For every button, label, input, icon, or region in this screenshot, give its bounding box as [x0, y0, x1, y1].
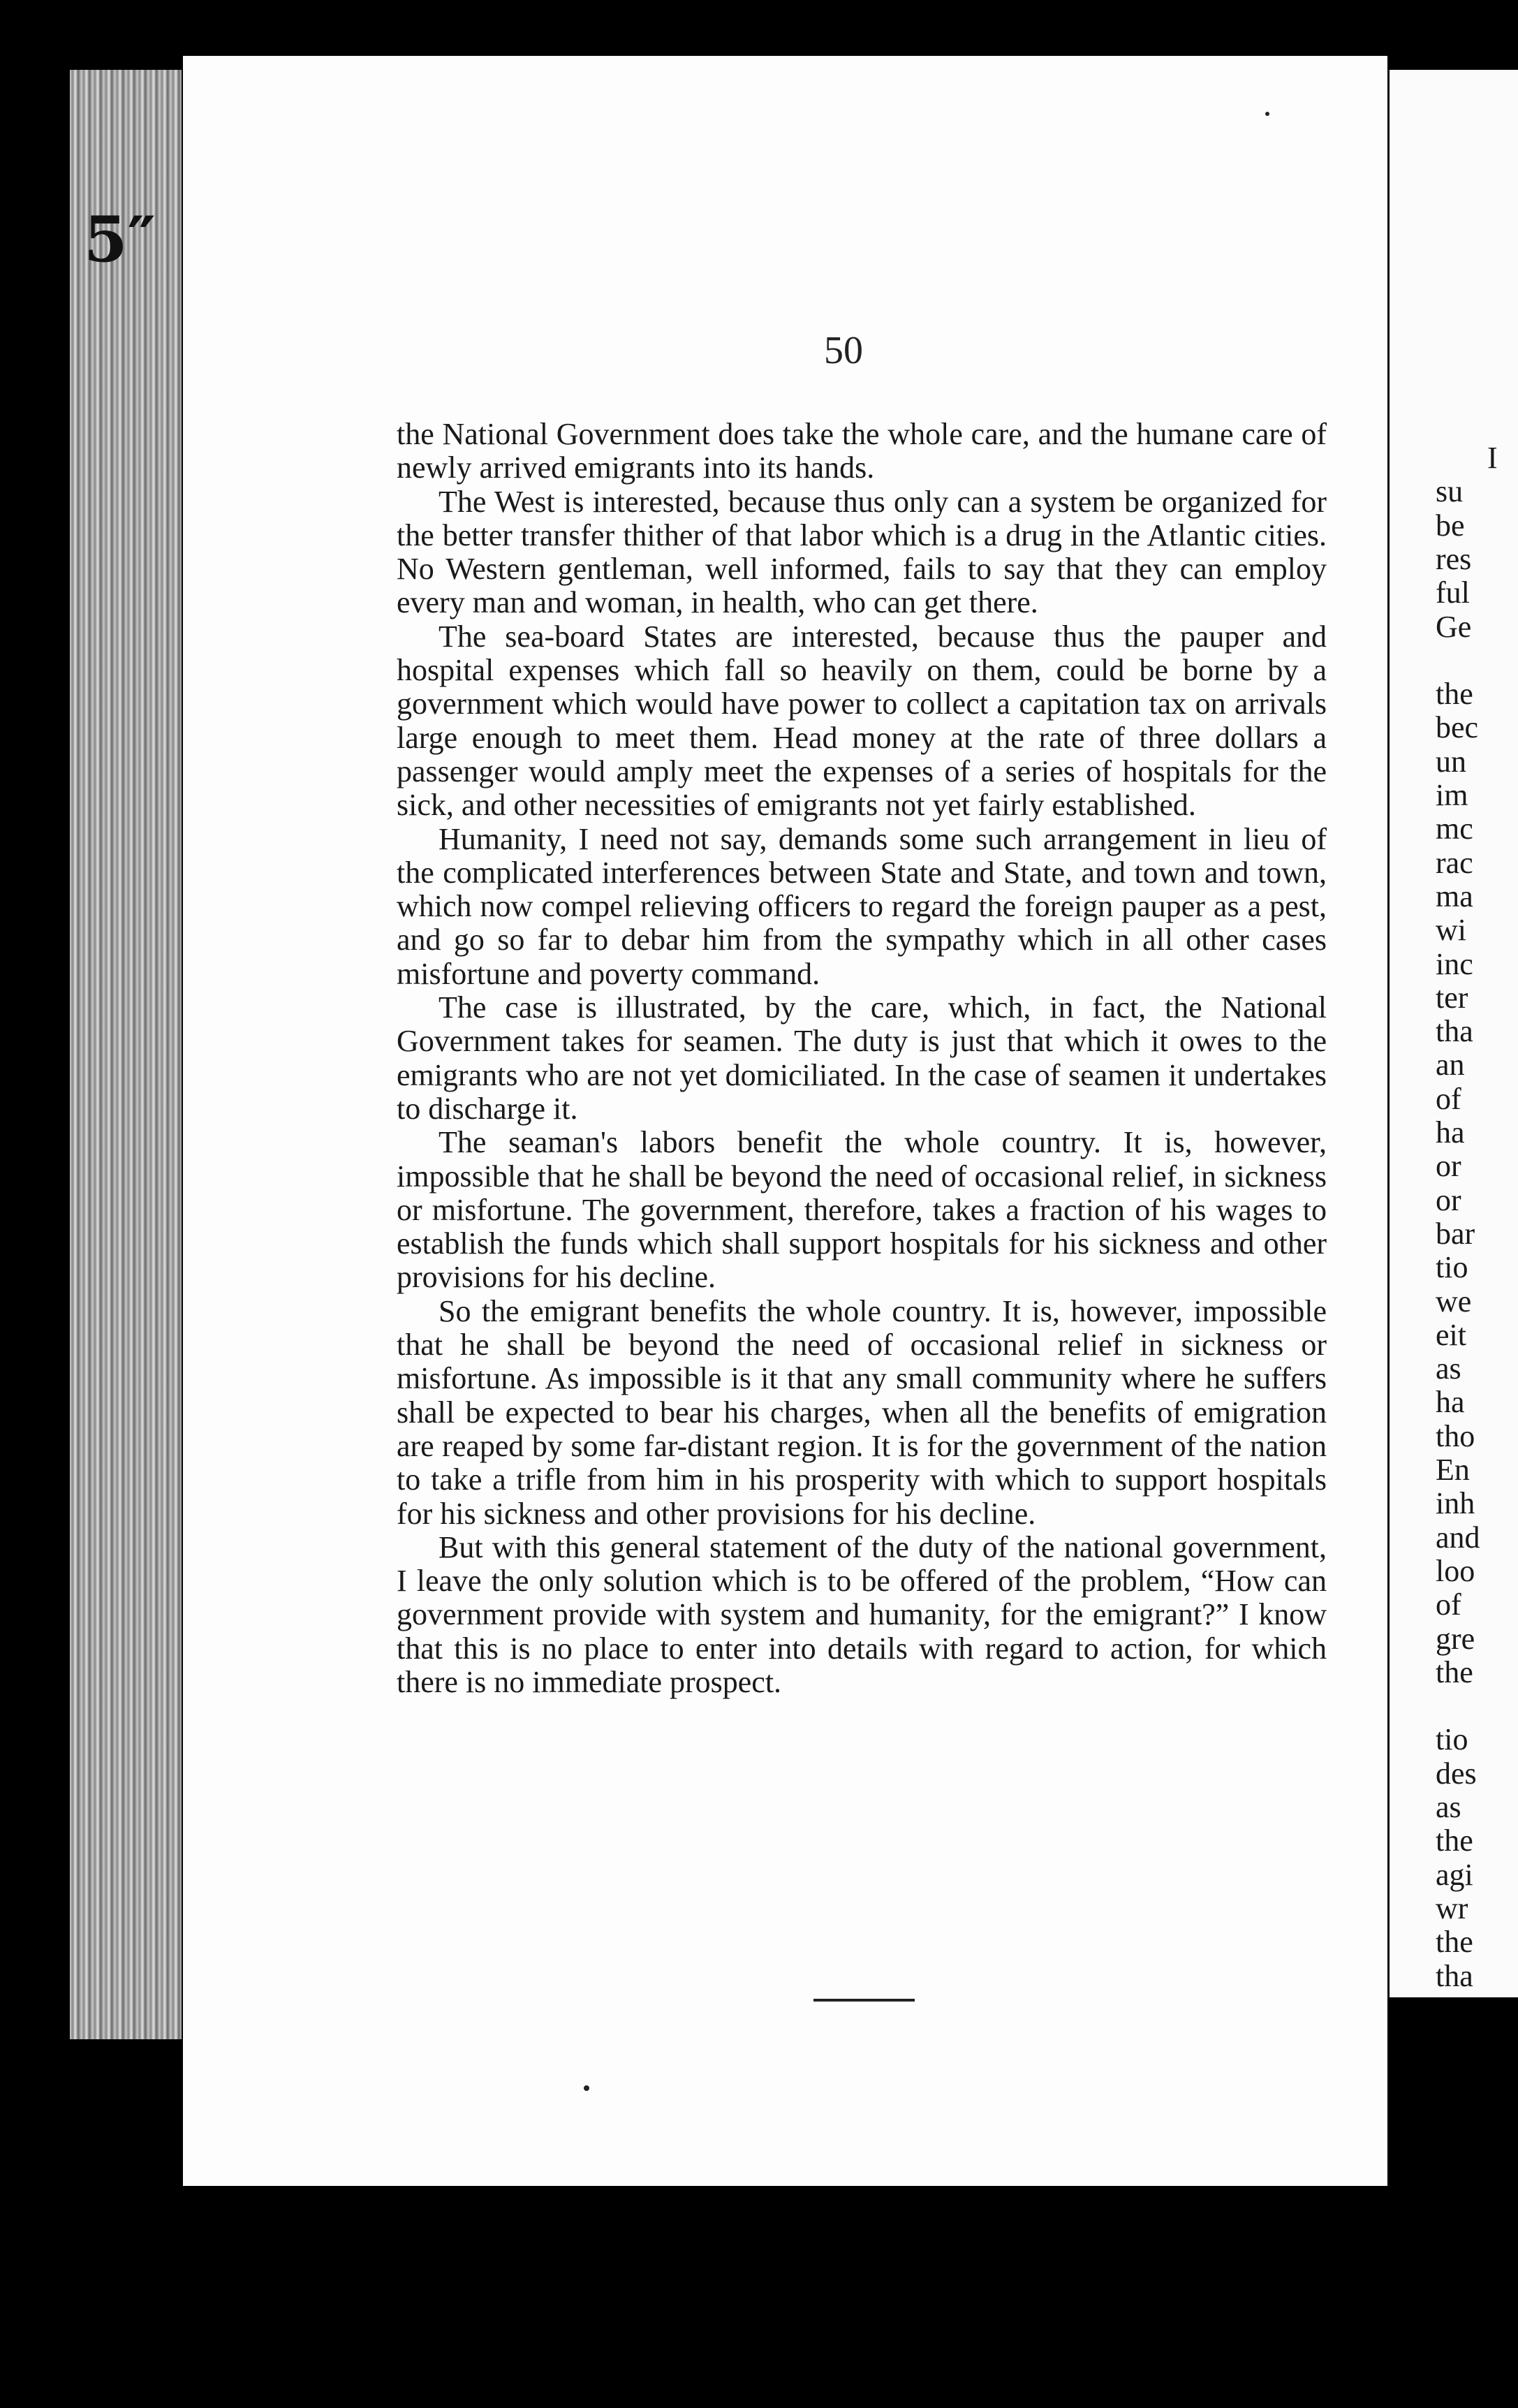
- facing-page-line-fragment: an: [1436, 1048, 1465, 1082]
- facing-page-line-fragment: rac: [1436, 845, 1473, 880]
- facing-page-line-fragment: be: [1436, 508, 1465, 543]
- facing-page-line-fragment: ha: [1436, 1115, 1465, 1150]
- paragraph: The West is interested, because thus only can a system be organized for the better transfer thither of that labor which is a drug in the Atlantic cities. No Western gentleman, well informed, fails to say that they can employ every man and woman, in health, who can get there.: [397, 484, 1327, 620]
- speck: [584, 2085, 589, 2091]
- facing-page-line-fragment: ter: [1436, 980, 1468, 1015]
- facing-page-line-fragment: agi: [1436, 1857, 1473, 1892]
- facing-page-line-fragment: and: [1436, 1520, 1480, 1555]
- facing-page-line-fragment: im: [1436, 778, 1468, 812]
- facing-page-line-fragment: the: [1436, 1925, 1473, 1960]
- facing-page-line-fragment: as: [1436, 1351, 1461, 1386]
- facing-page-line-fragment: des: [1436, 1756, 1477, 1791]
- facing-page-line-fragment: the: [1436, 1823, 1473, 1858]
- speck: [1265, 112, 1269, 116]
- facing-page-line-fragment: bar: [1436, 1216, 1475, 1251]
- paragraph: The seaman's labors benefit the whole country. It is, however, impossible that he shall be beyond the need of occasional relief, in sickness or misfortune. The government, therefore, takes a fraction of his wages to establish the funds which shall support hospitals for his sickness and other provisions for his decline.: [397, 1125, 1327, 1295]
- facing-page-line-fragment: su: [1436, 474, 1464, 509]
- facing-page-line-fragment: wi: [1436, 913, 1466, 948]
- page-body-text: [397, 418, 1327, 1699]
- paragraph: The sea-board States are interested, because thus the pauper and hospital expenses which fall so heavily on them, could be borne by a government which would have power to collect a capitation tax on arrivals large enough to meet them. Head money at the rate of three dollars a passenger would amply meet the expenses of a series of hospitals for the sick, and other necessities of emigrants not yet fairly established.: [397, 619, 1327, 823]
- facing-page-line-fragment: the: [1436, 677, 1473, 712]
- facing-page-line-fragment: res: [1436, 541, 1472, 576]
- facing-page-line-fragment: or: [1436, 1149, 1461, 1184]
- facing-page-line-fragment: tha: [1436, 1014, 1473, 1049]
- facing-page-line-fragment: En: [1436, 1453, 1470, 1487]
- facing-page-line-fragment: eit: [1436, 1317, 1466, 1352]
- facing-page-line-fragment: wr: [1436, 1891, 1468, 1925]
- paragraph: Humanity, I need not say, demands some such arrangement in lieu of the complicated interferences between State and State, and town and town, which now compel relieving officers to regard the foreign pauper as a pest, and go so far to debar him from the sympathy which in all other cases misfortune and poverty command.: [397, 821, 1327, 991]
- facing-page-line-fragment: un: [1436, 744, 1466, 779]
- facing-page-line-fragment: or: [1436, 1182, 1461, 1217]
- paragraph: the National Government does take the whole care, and the humane care of newly arrived emigrants into its hands.: [397, 417, 1327, 485]
- facing-page-line-fragment: I: [1487, 441, 1498, 475]
- facing-page-line-fragment: the: [1436, 1654, 1473, 1689]
- facing-page-line-fragment: tio: [1436, 1722, 1468, 1757]
- facing-page-line-fragment: inc: [1436, 946, 1473, 981]
- facing-page-line-fragment: we: [1436, 1284, 1472, 1319]
- facing-page-line-fragment: inh: [1436, 1486, 1475, 1521]
- facing-page-line-fragment: loo: [1436, 1553, 1475, 1588]
- facing-page-line-fragment: ha: [1436, 1385, 1465, 1420]
- book-spine: [70, 70, 182, 2039]
- facing-page-line-fragment: ma: [1436, 879, 1473, 913]
- facing-page-line-fragment: of: [1436, 1081, 1461, 1116]
- paragraph: So the emigrant benefits the whole country. It is, however, impossible that he shall be beyond the need of occasional relief in sickness or misfortune. As impossible is it that any small community where he suffers shall be expected to bear his charges, when all the benefits of emigration are reaped by some far-distant region. It is for the government of the nation to take a trifle from him in his prosperity with which to support hospitals for his sickness and other provisions for his decline.: [397, 1293, 1327, 1531]
- facing-page-line-fragment: gre: [1436, 1621, 1475, 1656]
- paragraph: The case is illustrated, by the care, which, in fact, the National Government takes for seamen. The duty is just that which it owes to the emigrants who are not yet domiciliated. In the case of seamen it undertakes to discharge it.: [397, 990, 1327, 1126]
- section-end-rule: [813, 1999, 915, 2002]
- facing-page-line-fragment: tha: [1436, 1958, 1473, 1993]
- page-number: 50: [824, 329, 863, 372]
- facing-page-line-fragment: tho: [1436, 1418, 1475, 1453]
- paragraph: But with this general statement of the duty of the national government, I leave the only solution which is to be offered of the problem, “How can government provide with system and humanity, for the emigrant?” I know that this is no place to enter into details with regard to action, for which there is no immediate prospect.: [397, 1529, 1327, 1699]
- spine-mark: 5″: [84, 203, 156, 277]
- facing-page-line-fragment: Ge: [1436, 609, 1472, 644]
- facing-page-line-fragment: tio: [1436, 1250, 1468, 1285]
- facing-page-line-fragment: as: [1436, 1790, 1461, 1824]
- facing-page-edge: [1390, 70, 1518, 1997]
- facing-page-line-fragment: bec: [1436, 710, 1479, 745]
- facing-page-line-fragment: mc: [1436, 812, 1473, 846]
- facing-page-line-fragment: ful: [1436, 575, 1470, 610]
- facing-page-line-fragment: of: [1436, 1587, 1461, 1622]
